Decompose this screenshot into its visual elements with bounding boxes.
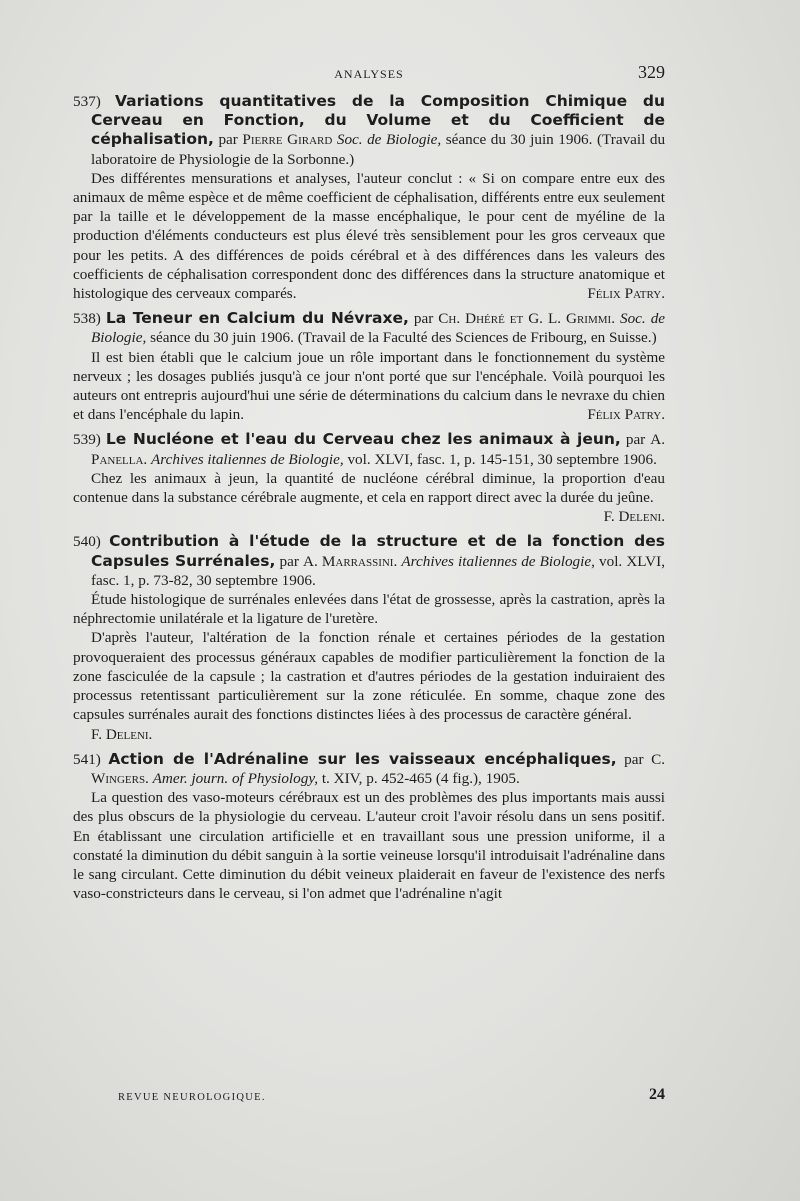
entry-author: A. Panella. bbox=[91, 431, 666, 468]
authors-prefix: par bbox=[279, 552, 299, 570]
entry-source-details: vol. XLVI, fasc. 1, p. 73-82, 30 septembre 1906. bbox=[91, 552, 665, 589]
entry-source-details: séance du 30 juin 1906. (Travail du laboratoire de Physiologie de la Sorbonne.) bbox=[91, 131, 666, 168]
entry-heading bbox=[73, 750, 665, 788]
entry-heading bbox=[73, 532, 665, 590]
entry-body bbox=[73, 590, 665, 744]
entry-source: Archives italiennes de Biologie, bbox=[151, 450, 344, 468]
running-head bbox=[73, 62, 665, 86]
entry-title: Contribution à l'étude de la structure et de la fonction des Capsules Surrénales, bbox=[91, 532, 665, 570]
entry-number: 538) bbox=[73, 310, 101, 328]
entry-source: Soc. de Biologie, bbox=[91, 310, 666, 347]
entry-paragraph: D'après l'auteur, l'altération de la fonction rénale et certaines périodes de la gestation provoqueraient des processus généraux capables de modifier particulièrement la fonction de la zone fasciculée de la capsule ; la castration et d'autres périodes de la gestation induiraient des processus retentissant particulièrement sur la zone réticulée. En somme, chaque zone des capsules surrénales aurait des fonctions distinctes liées à des processus de caractère général. bbox=[73, 629, 665, 724]
page-number: 329 bbox=[638, 62, 665, 82]
entry-signature: F. Deleni. bbox=[603, 508, 665, 526]
entry-title: Action de l'Adrénaline sur les vaisseaux encéphaliques, bbox=[108, 749, 617, 768]
entry-author: Ch. Dhéré et G. L. Grimmi. bbox=[438, 310, 615, 328]
authors-prefix: par bbox=[624, 750, 644, 768]
entry-source-details: vol. XLVI, fasc. 1, p. 145-151, 30 septembre 1906. bbox=[347, 450, 657, 468]
entry-paragraph: Étude histologique de surrénales enlevées dans l'état de grossesse, après la castration, après la néphrectomie unilatérale et la ligature de l'uretère. bbox=[73, 591, 665, 628]
entry-title: La Teneur en Calcium du Névraxe, bbox=[105, 309, 409, 328]
authors-prefix: par bbox=[625, 431, 646, 449]
entry-number: 537) bbox=[73, 93, 101, 110]
page-footer bbox=[118, 1086, 665, 1110]
entry-paragraph: Des différentes mensurations et analyses, l'auteur conclut : « Si on compare entre eux des animaux de même espèce et de même coefficient de céphalisation, différents entre eux seulement par la taille et le développement de la masse encéphalique, le pour cent de myéline de la production d'éléments conducteurs est plus élevé très sensiblement pour les gros cerveaux que pour les petits. A des différences de poids cérébral et à des différences dans les valeurs des coefficients de céphalisation correspondent donc des différences dans la structure anatomique et histologique des cerveaux comparés. Félix Patry. bbox=[73, 169, 665, 303]
abstract-entry-538 bbox=[73, 309, 665, 424]
footer-signature-mark: 24 bbox=[649, 1086, 665, 1103]
entry-paragraph: Chez les animaux à jeun, la quantité de nucléone cérébral diminue, la proportion d'eau contenue dans la substance cérébrale augmente, et cela en rapport direct avec la durée du jeûne. F. Deleni. bbox=[73, 469, 665, 526]
abstract-entry-539 bbox=[73, 430, 665, 526]
entry-source: Amer. journ. of Physiology, bbox=[152, 769, 319, 787]
entry-title: Le Nucléone et l'eau du Cerveau chez les animaux à jeun, bbox=[105, 430, 621, 449]
entry-author: C. Wingers. bbox=[91, 750, 666, 787]
entry-body bbox=[73, 788, 665, 903]
entry-number: 540) bbox=[73, 533, 101, 551]
entry-number: 539) bbox=[73, 431, 101, 449]
authors-prefix: par bbox=[413, 310, 434, 328]
entry-signature-line bbox=[73, 725, 665, 744]
entry-source-details: t. XIV, p. 452-465 (4 fig.), 1905. bbox=[321, 769, 520, 787]
entry-heading bbox=[73, 430, 665, 468]
entry-body bbox=[73, 348, 665, 425]
entry-signature: Félix Patry. bbox=[587, 406, 665, 424]
entry-source: Archives italiennes de Biologie, bbox=[401, 552, 595, 570]
authors-prefix: par bbox=[218, 131, 238, 149]
entry-source: Soc. de Biologie, bbox=[336, 131, 442, 149]
entry-heading bbox=[73, 92, 665, 169]
footer-journal-title: REVUE NEUROLOGIQUE. bbox=[118, 1092, 266, 1103]
abstract-entry-537 bbox=[73, 92, 665, 303]
entry-body bbox=[73, 169, 665, 303]
entry-body bbox=[73, 469, 665, 527]
entry-author: Pierre Girard bbox=[242, 131, 333, 149]
page-content bbox=[73, 62, 665, 903]
entry-number: 541) bbox=[73, 750, 101, 768]
entry-source-details: séance du 30 juin 1906. (Travail de la Faculté des Sciences de Fribourg, en Suisse.) bbox=[150, 329, 657, 347]
running-title: ANALYSES bbox=[334, 67, 404, 81]
entry-title: Variations quantitatives de la Composition Chimique du Cerveau en Fonction, du Volume et du Coefficient de céphalisation, bbox=[91, 92, 666, 149]
entry-heading bbox=[73, 309, 665, 347]
entry-paragraph: Il est bien établi que le calcium joue un rôle important dans le fonctionnement du système nerveux ; les dosages publiés jusqu'à ce jour n'ont porté que sur l'encéphale. Voilà pourquoi les auteurs ont entrepris aujourd'hui une série de déterminations du calcium dans le nevraxe du chien et dans l'encéphale du lapin. Félix Patry. bbox=[73, 348, 665, 424]
entry-paragraph: La question des vaso-moteurs cérébraux est un des problèmes des plus importants mais aussi des plus obscurs de la physiologie du cerveau. L'auteur croit l'avoir résolu dans un sens positif. En établissant une circulation artificielle et en travaillant sous une pression uniforme, il a constaté la diminution du débit sanguin à la sortie veineuse lorsqu'il introduisait l'adrénaline dans le sang circulant. Cette diminution du débit veineux plaiderait en faveur de l'existence des nerfs vaso-constricteurs dans le cerveau, si l'on admet que l'adrénaline n'agit bbox=[73, 789, 665, 903]
abstract-entry-540 bbox=[73, 532, 665, 743]
entry-signature: Félix Patry. bbox=[587, 285, 665, 303]
entry-signature: F. Deleni. bbox=[91, 725, 153, 743]
abstract-entry-541 bbox=[73, 750, 665, 904]
entry-author: A. Marrassini. bbox=[303, 552, 398, 570]
